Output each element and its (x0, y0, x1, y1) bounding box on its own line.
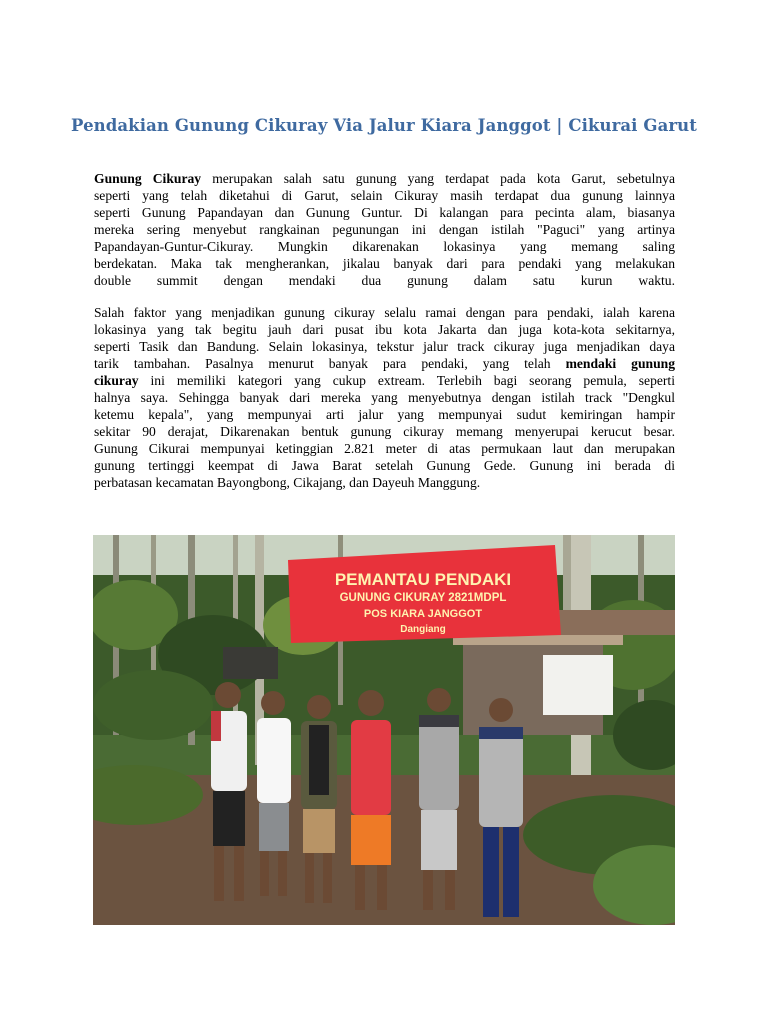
paragraph-1-line: seperti Gunung Papandayan dan Gunung Guntur. Di kalangan para pecinta alam, biasanya (94, 205, 675, 220)
paragraph-1-line: mereka sering menyebut rangkainan pegunungan ini dengan istilah "Paguci" yang artinya (94, 222, 675, 237)
paragraph-1-line: berdekatan. Maka tak mengherankan, jikalau banyak dari para pendaki yang melakukan (94, 256, 675, 271)
paragraph-2-line: sekitar 90 derajat, Dikarenakan bentuk gunung cikuray memang menyerupai kerucut besar. (94, 424, 675, 439)
bold-term: mendaki gunung (565, 356, 675, 371)
paragraph-2-line: ketemu kepala", yang mempunyai arti jalur yang mempunyai sudut kemiringan hampir (94, 407, 675, 422)
paragraph-1-line: Papandayan-Guntur-Cikuray. Mungkin dikarenakan lokasinya yang memang saling (94, 239, 675, 254)
banner-line-4: Dangiang (400, 624, 446, 635)
paragraph-2-line (94, 372, 675, 389)
paragraph-2-line: Salah faktor yang menjadikan gunung cikuray selalu ramai dengan para pendaki, ialah karena (94, 305, 675, 320)
text-run: tarik tambahan. Pasalnya menurut banyak para pendaki, yang telah (94, 356, 566, 371)
photo-illustration (93, 535, 675, 925)
paragraph-2-line: halnya saya. Sehingga banyak dari mereka yang menyebutnya dengan istilah track "Dengkul (94, 390, 675, 405)
bold-term: Gunung Cikuray (94, 171, 202, 186)
paragraph-1-line: seperti yang telah diketahui di Garut, selain Cikuray masih terdapat dua gunung lainnya (94, 188, 675, 203)
text-run: merupakan salah satu gunung yang terdapat pada kota Garut, sebetulnya (201, 171, 675, 186)
banner-line-3: POS KIARA JANGGOT (363, 608, 483, 620)
paragraph-2-line: seperti Tasik dan Bandung. Selain lokasinya, tekstur jalur track cikuray juga menjadikan daya (94, 339, 675, 354)
paragraph-2-line: lokasinya yang tak begitu jauh dari pusat ibu kota Jakarta dan juga kota-kota sekitarnya, (94, 322, 675, 337)
banner-line-1: PEMANTAU PENDAKI (334, 570, 512, 589)
paragraph-2-line: gunung tertinggi keempat di Jawa Barat setelah Gunung Gede. Gunung ini berada di (94, 458, 675, 473)
paragraph-2-line: perbatasan kecamatan Bayongbong, Cikajang, dan Dayeuh Manggung. (94, 475, 481, 490)
page-title: Pendakian Gunung Cikuray Via Jalur Kiara Janggot | Cikurai Garut (71, 116, 697, 135)
banner-line-2: GUNUNG CIKURAY 2821MDPL (339, 592, 507, 604)
hikers-photo (93, 535, 675, 925)
text-run: ini memiliki kategori yang cukup extream. Terlebih bagi seorang pemula, seperti (138, 373, 675, 388)
bold-term: cikuray (94, 373, 139, 388)
paragraph-1-line: double summit dengan mendaki dua gunung dalam satu kurun waktu. (94, 273, 675, 288)
paragraph-2 (94, 304, 675, 491)
paragraph-1-line (94, 170, 675, 187)
paragraph-2-line: Gunung Cikurai mempunyai ketinggian 2.821 meter di atas permukaan laut dan merupakan (94, 441, 675, 456)
paragraph-1 (94, 170, 675, 289)
paragraph-2-line (94, 355, 675, 372)
